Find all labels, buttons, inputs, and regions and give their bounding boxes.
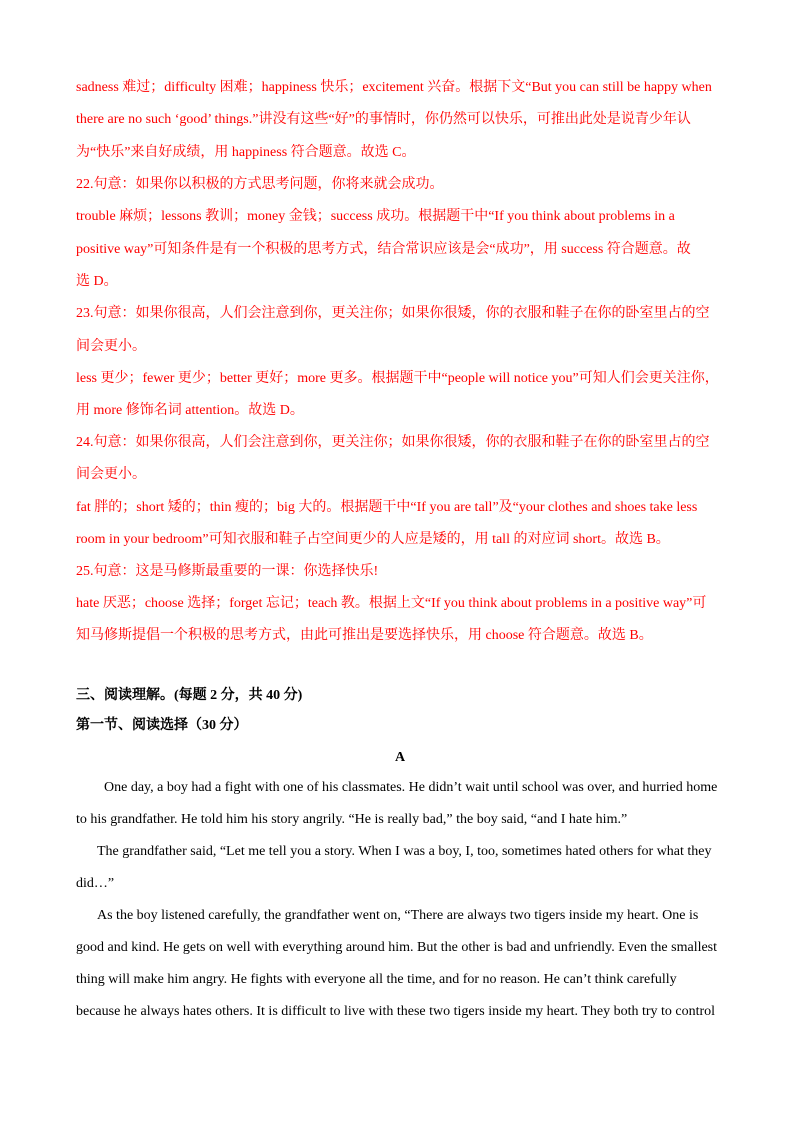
passage-line: because he always hates others. It is difficult to live with these two tigers inside my heart. They both try to control <box>76 1004 716 1019</box>
explanation-line: 用 more 修饰名词 attention。故选 D。 <box>76 403 304 418</box>
explanation-line: 间会更小。 <box>76 467 146 482</box>
explanation-line: fat 胖的；short 矮的；thin 瘦的；big 大的。根据题干中“If you are tall”及“your clothes and shoes take less <box>76 500 698 515</box>
explanation-line: positive way”可知条件是有一个积极的思考方式，结合常识应该是会“成功”，用 success 符合题意。故 <box>76 242 691 257</box>
explanation-line: 23.句意：如果你很高，人们会注意到你，更关注你；如果你很矮，你的衣服和鞋子在你的卧室里占的空 <box>76 306 710 321</box>
explanation-line: 22.句意：如果你以积极的方式思考问题，你将来就会成功。 <box>76 177 444 192</box>
passage-line: As the boy listened carefully, the grandfather went on, “There are always two tigers inside my heart. One is <box>97 908 699 923</box>
section-heading: 三、阅读理解。(每题 2 分，共 40 分) <box>76 688 303 703</box>
passage-line: did…” <box>76 876 115 891</box>
passage-line: thing will make him angry. He fights with everyone all the time, and for no reason. He can’t think carefully <box>76 972 677 987</box>
explanation-line: hate 厌恶；choose 选择；forget 忘记；teach 教。根据上文“If you think about problems in a positive way”可 <box>76 596 707 611</box>
explanation-line: trouble 麻烦；lessons 教训；money 金钱；success 成功。根据题干中“If you think about problems in a <box>76 209 675 224</box>
explanation-line: sadness 难过；difficulty 困难；happiness 快乐；excitement 兴奋。根据下文“But you can still be happy when <box>76 80 712 95</box>
explanation-line: less 更少；fewer 更少；better 更好；more 更多。根据题干中“people will notice you”可知人们会更关注你， <box>76 371 719 386</box>
explanation-line: 间会更小。 <box>76 339 146 354</box>
passage-line: The grandfather said, “Let me tell you a story. When I was a boy, I, too, sometimes hated others for what they <box>97 844 712 859</box>
passage-line: good and kind. He gets on well with everything around him. But the other is bad and unfriendly. Even the smallest <box>76 940 718 955</box>
passage-line: One day, a boy had a fight with one of his classmates. He didn’t wait until school was over, and hurried home <box>104 780 718 795</box>
explanation-line: 选 D。 <box>76 274 118 289</box>
passage-label: A <box>394 750 406 765</box>
explanation-line: 25.句意：这是马修斯最重要的一课：你选择快乐! <box>76 564 379 579</box>
explanation-line: there are no such ‘good’ things.”讲没有这些“好”的事情时，你仍然可以快乐，可推出此处是说青少年认 <box>76 112 691 127</box>
explanation-line: room in your bedroom”可知衣服和鞋子占空间更少的人应是矮的，用 tall 的对应词 short。故选 B。 <box>76 532 670 547</box>
explanation-line: 为“快乐”来自好成绩，用 happiness 符合题意。故选 C。 <box>76 145 416 160</box>
explanation-line: 24.句意：如果你很高，人们会注意到你，更关注你；如果你很矮，你的衣服和鞋子在你的卧室里占的空 <box>76 435 710 450</box>
subsection-heading: 第一节、阅读选择（30 分） <box>76 718 248 733</box>
passage-line: to his grandfather. He told him his story angrily. “He is really bad,” the boy said, “and I hate him.” <box>76 812 628 827</box>
explanation-line: 知马修斯提倡一个积极的思考方式，由此可推出是要选择快乐，用 choose 符合题意。故选 B。 <box>76 628 653 643</box>
